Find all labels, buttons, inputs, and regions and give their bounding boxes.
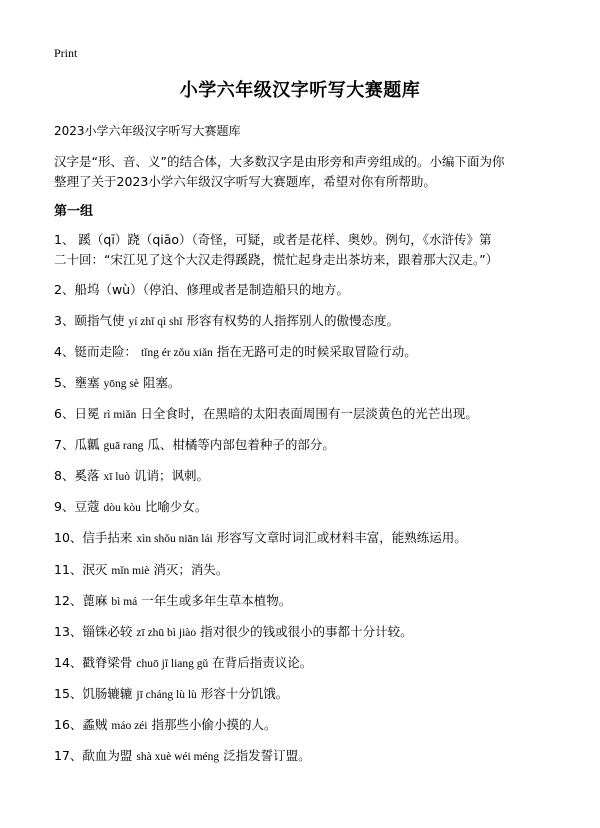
entry-number: 9、 [54,499,75,514]
list-item [54,528,564,549]
list-item [54,746,564,767]
entry-word: 信手拈来 [82,530,133,545]
entry-definition: 指那些小偷小摸的人。 [151,717,277,732]
entry-definition: 指对很少的钱或很小的事都十分计较。 [200,624,413,639]
entry-definition: 形容有权势的人指挥别人的傲慢态度。 [186,313,399,328]
entry-pinyin: rì miǎn [103,409,137,421]
entry-word: 豆蔻 [74,499,100,514]
entry-definition: 形容十分饥饿。 [200,686,289,701]
list-item [54,435,564,456]
entry-word: 戳脊梁骨 [82,655,133,670]
entry-definition: 日全食时，在黑暗的太阳表面周围有一层淡黄色的光芒出现。 [140,406,478,421]
entry-pinyin: zī zhū bì jiào [136,627,197,639]
entry-definition: 瓜、柑橘等内部包着种子的部分。 [147,437,335,452]
list-item [54,404,564,425]
list-item [54,342,564,363]
entry-number: 5、 [54,375,75,390]
entry-pinyin: yí zhǐ qì shǐ [128,316,183,328]
entry-pinyin: dòu kòu [103,502,141,514]
entry-word: 歃血为盟 [82,748,133,763]
list-item [54,311,564,332]
entry-text: 1、 蹊（qī）跷（qiāo）（奇怪，可疑，或者是花样、奥妙。例句，《水浒传》第 [54,232,492,247]
list-item [54,560,564,581]
entry-pinyin: xī luò [103,471,130,483]
entry-number: 17、 [54,748,83,763]
list-item [54,591,564,612]
entry-pinyin: mǐn miè [111,565,150,577]
entry-word: 瓜瓤 [74,437,100,452]
entry-pinyin: xìn shǒu niān lái [136,533,213,545]
entry-number: 10、 [54,530,83,545]
list-item [54,373,564,394]
entry-word: 奚落 [74,468,100,483]
entry-word: 壅塞 [74,375,100,390]
entry-number: 14、 [54,655,83,670]
entry-number: 7、 [54,437,75,452]
entry-pinyin: guā rang [103,440,144,452]
entry-definition: 比喻少女。 [144,499,208,514]
list-item [54,466,564,487]
entry-word: 饥肠辘辘 [82,686,133,701]
entry-word: 蟊贼 [82,717,108,732]
list-item [54,715,564,736]
entry-text: 2、船坞（wù）（停泊、修理或者是制造船只的地方。 [54,282,349,297]
entry-word: 日冕 [74,406,100,421]
entry-word: 铤而走险： [74,344,137,359]
entry-definition: 形容写文章时词汇或材料丰富，能熟练运用。 [216,530,467,545]
entry-number: 12、 [54,593,83,608]
section-heading: 第一组 [54,204,94,219]
entry-word: 泯灭 [82,562,108,577]
entry-definition: 在背后指责议论。 [212,655,313,670]
entry-number: 3、 [54,313,75,328]
entry-number: 13、 [54,624,83,639]
list-item [54,497,564,518]
entry-definition: 一年生或多年生草本植物。 [141,593,292,608]
entry-definition: 泛指发誓订盟。 [223,748,311,763]
entry-pinyin: tǐng ér zǒu xiǎn [140,347,213,359]
entry-number: 11、 [54,562,83,577]
intro-line: 整理了关于2023小学六年级汉字听写大赛题库，希望对你有所帮助。 [54,174,436,189]
list-item [54,230,564,270]
intro-line: 汉字是“形、音、义”的结合体，大多数汉字是由形旁和声旁组成的。小编下面为你 [54,154,505,169]
entry-pinyin: shà xuè wéi méng [136,751,220,763]
entry-text-continued: 二十回：“宋江见了这个大汉走得蹊跷，慌忙起身走出茶坊来，跟着那大汉走。”） [54,252,499,267]
entry-pinyin: jī cháng lù lù [136,689,197,701]
list-item [54,280,564,300]
page-title: 小学六年级汉字听写大赛题库 [179,80,421,101]
entry-number: 6、 [54,406,75,421]
entry-number: 8、 [54,468,75,483]
page-subtitle: 2023小学六年级汉字听写大赛题库 [54,124,241,138]
entry-number: 16、 [54,717,83,732]
list-item [54,622,564,643]
list-item [54,684,564,705]
entry-number: 15、 [54,686,83,701]
entry-number: 4、 [54,344,75,359]
list-item [54,653,564,674]
entry-definition: 讥诮；讽刺。 [133,468,209,483]
intro-paragraph [54,152,554,192]
entry-pinyin: yōng sè [103,378,139,390]
entry-definition: 消灭；消失。 [153,562,229,577]
entry-word: 颐指气使 [74,313,125,328]
entry-word: 蓖麻 [82,593,108,608]
entry-pinyin: bì má [111,596,138,608]
entry-definition: 指在无路可走的时候采取冒险行动。 [216,344,417,359]
entry-pinyin: máo zéi [111,720,148,732]
print-link[interactable]: Print [54,46,78,60]
entry-word: 锱铢必较 [82,624,133,639]
entry-definition: 阻塞。 [142,375,181,390]
entry-pinyin: chuō jǐ liang gǔ [136,658,209,670]
